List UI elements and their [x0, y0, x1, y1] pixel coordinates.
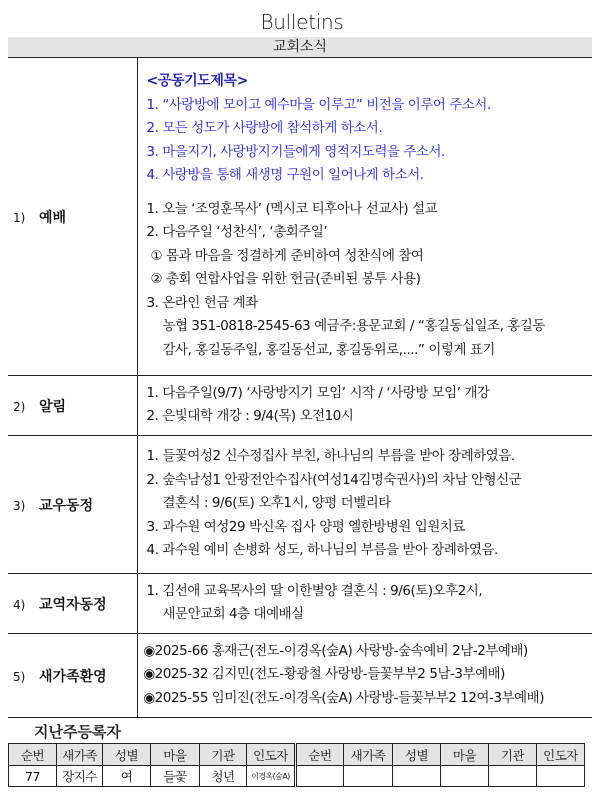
new-family-item: ◉2025-66 홍재근(전도-이경옥(숲A) 사랑방-숲속예비 2남-2부예배): [143, 643, 528, 659]
section-name: 교우동정: [39, 497, 94, 514]
new-family-item: ◉2025-32 김지민(전도-황광철 사랑방-들꽃부부2 5남-3부예배): [143, 667, 505, 683]
prayer-item: 4. 사랑방을 통해 새생명 구원이 일어나게 하소서.: [146, 168, 424, 183]
section-number: 3): [13, 498, 26, 513]
prayer-title: <공동기도제목>: [146, 73, 248, 89]
registrants-title: 지난주등록자: [34, 723, 121, 741]
cell-village: [441, 766, 489, 787]
account-info: 농협 351-0818-2545-63 예금주:용문교회 / “홍길동십일조, 홍길동: [162, 319, 545, 334]
pastor-news-item: 새문안교회 4층 대예배실: [162, 607, 304, 622]
section-label: [8, 376, 137, 436]
cell-gender: [393, 766, 441, 787]
bulletin-table: [8, 57, 592, 718]
pastor-news-item: 1. 김선애 교육목사의 딸 이한별양 결혼식 : 9/6(토)오후2시,: [146, 583, 483, 599]
worship-item: 3. 온라인 헌금 계좌: [146, 295, 258, 311]
section-content: [137, 436, 592, 574]
section-pastor-news: [8, 574, 592, 634]
table-header-row: [9, 744, 585, 766]
column-header: 인도자: [537, 744, 585, 766]
cell-number: 77: [9, 766, 57, 787]
cell-village: 들꽃: [151, 766, 200, 787]
section-label: [8, 436, 137, 574]
worship-item: 2. 다음주일 ‘성찬식’, ‘총회주일’: [146, 225, 328, 240]
section-name: 새가족환영: [39, 668, 107, 685]
member-news-item: 1. 들꽃여성2 신수정집사 부친, 하나님의 부름을 받아 장례하였음.: [146, 449, 515, 465]
cell-guide: [537, 766, 585, 787]
section-label: [8, 574, 137, 634]
member-news-item: 4. 과수원 예비 손병화 성도, 하나님의 부름을 받아 장례하였음.: [146, 543, 498, 559]
new-family-item: ◉2025-55 임미진(전도-이경옥(숲A) 사랑방-들꽃부부2 12여-3부예배): [143, 690, 545, 706]
account-info: 감사, 홍길동주일, 홍길동선교, 홍길동위로,....” 이렇게 표기: [162, 342, 495, 358]
cell-department: [489, 766, 537, 787]
member-news-item: 2. 숲속남성1 안광전안수집사(여성14김명숙권사)의 차남 안형신군: [146, 472, 522, 488]
prayer-item: 1. “사랑방에 모이고 예수마을 이루고” 비전을 이루어 주소서.: [146, 97, 491, 113]
section-content: [137, 634, 592, 718]
cell-guide: 이경옥(숲A): [247, 766, 296, 787]
member-news-item: 결혼식 : 9/6(토) 오후1시, 양평 더벨리타: [162, 496, 391, 512]
section-number: 2): [13, 399, 26, 414]
column-header: 기관: [200, 744, 247, 766]
section-worship: [8, 58, 592, 376]
notice-item: 2. 은빛대학 개강 : 9/4(목) 오전10시: [146, 409, 354, 424]
section-number: 5): [13, 669, 26, 684]
section-header: 교회소식: [8, 37, 592, 57]
cell-number: [296, 766, 344, 787]
section-label: [8, 634, 137, 718]
prayer-item: 3. 마을지기, 사랑방지기들에게 영적지도력을 주소서.: [146, 144, 445, 160]
notice-item: 1. 다음주일(9/7) ‘사랑방지기 모임’ 시작 / ‘사랑방 모임’ 개강: [146, 385, 490, 401]
section-number: 4): [13, 597, 26, 612]
section-content: [137, 58, 592, 376]
section-content: [137, 376, 592, 436]
table-row: [9, 766, 585, 787]
column-header: 기관: [489, 744, 537, 766]
section-content: [137, 574, 592, 634]
prayer-item: 2. 모든 성도가 사랑방에 참석하게 하소서.: [146, 121, 383, 136]
section-new-family: [8, 634, 592, 718]
worship-subitem: ① 몸과 마음을 정결하게 준비하여 성찬식에 참여: [150, 248, 424, 264]
cell-gender: 여: [103, 766, 151, 787]
column-header: 순번: [296, 744, 344, 766]
section-notice: [8, 376, 592, 436]
registrants-table: [8, 743, 585, 787]
column-header: 성별: [393, 744, 441, 766]
section-label: [8, 58, 137, 376]
section-name: 교역자동정: [39, 596, 107, 613]
column-header: 순번: [9, 744, 57, 766]
column-header: 마을: [441, 744, 489, 766]
cell-name: 장지수: [57, 766, 103, 787]
worship-subitem: ② 총회 연합사업을 위한 헌금(준비된 봉투 사용): [150, 272, 421, 287]
page-title: Bulletins: [260, 10, 344, 34]
member-news-item: 3. 과수원 여성29 박신옥 집사 양평 엘한방병원 입원치료: [146, 519, 465, 535]
column-header: 새가족: [57, 744, 103, 766]
column-header: 성별: [103, 744, 151, 766]
section-member-news: [8, 436, 592, 574]
column-header: 인도자: [247, 744, 296, 766]
section-number: 1): [13, 210, 26, 225]
cell-name: [344, 766, 393, 787]
column-header: 마을: [151, 744, 200, 766]
section-name: 알림: [39, 398, 67, 415]
column-header: 새가족: [344, 744, 393, 766]
cell-department: 청년: [200, 766, 247, 787]
worship-item: 1. 오늘 ‘조영훈목사’ (멕시코 티후아나 선교사) 설교: [146, 201, 438, 217]
section-name: 예배: [39, 209, 67, 226]
